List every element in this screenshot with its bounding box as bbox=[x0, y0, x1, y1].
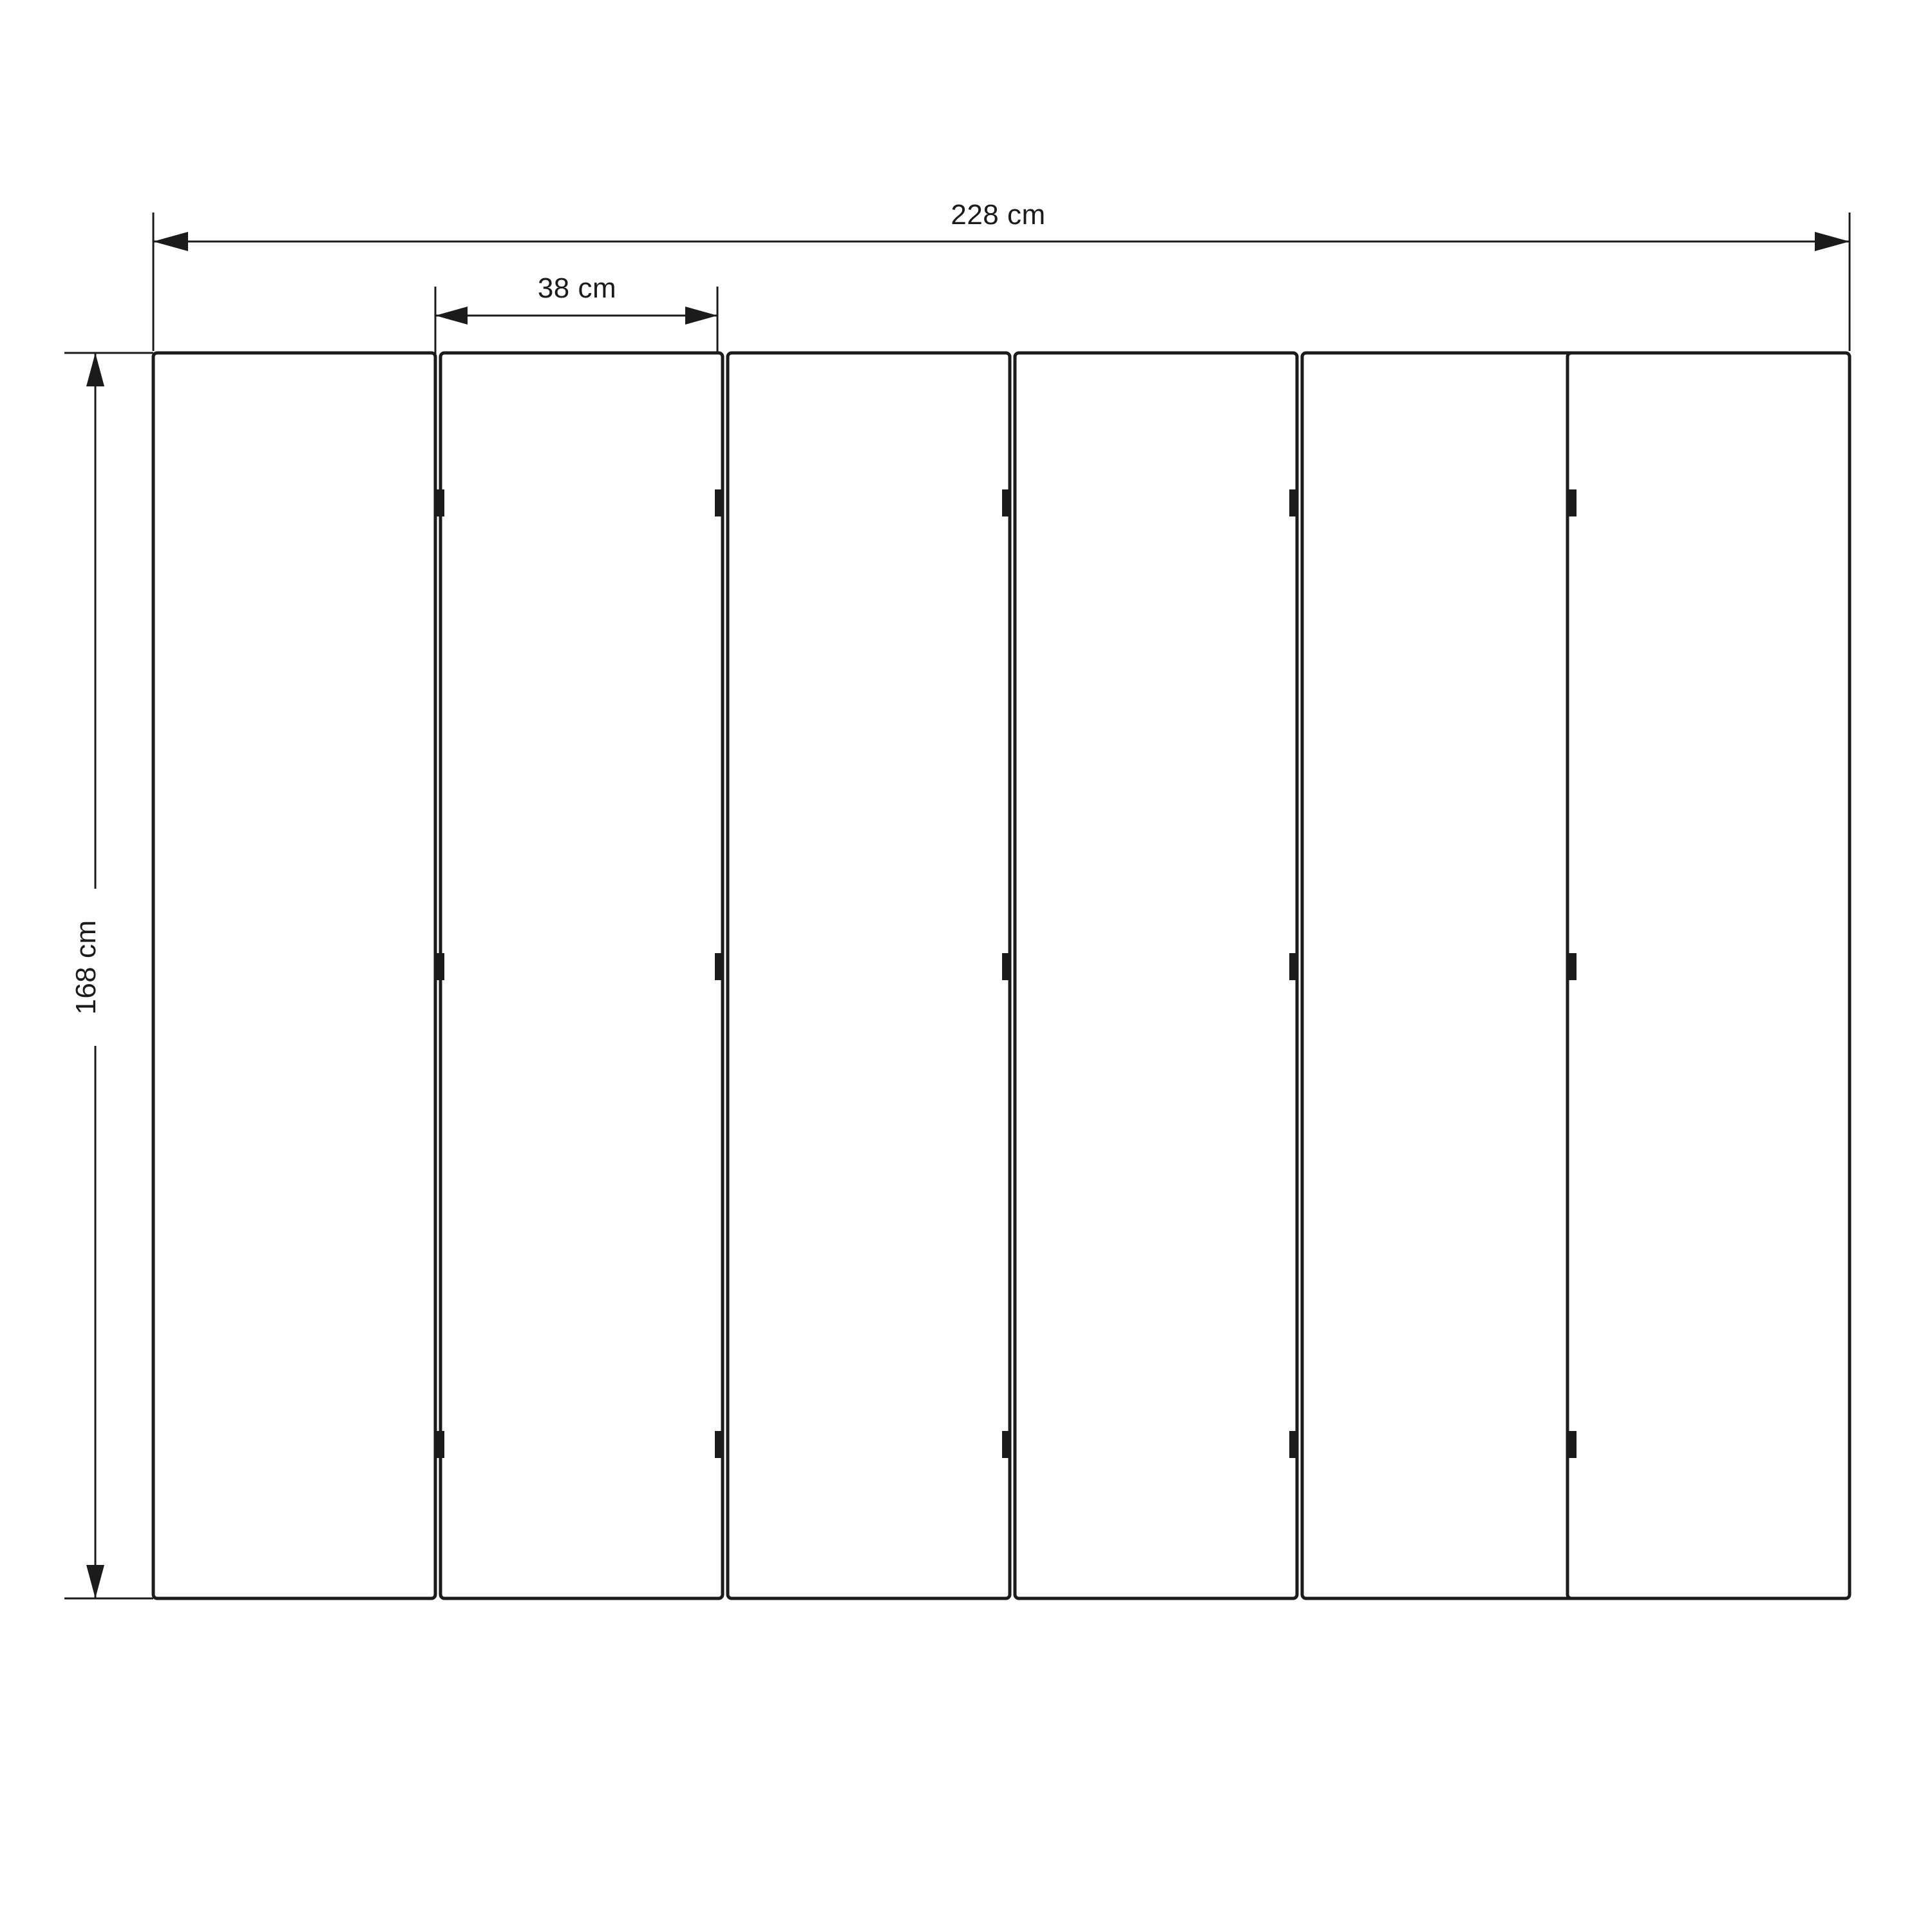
panel-width-arrow-right bbox=[685, 307, 717, 325]
hinge-icon bbox=[715, 489, 723, 516]
panel-width-dimension bbox=[435, 268, 717, 361]
hinge-icon bbox=[1289, 489, 1297, 516]
height-arrow-top bbox=[86, 353, 104, 386]
hinge-icon bbox=[437, 489, 444, 516]
height-dimension bbox=[64, 353, 153, 1598]
hinge-icon bbox=[715, 953, 723, 980]
hinge-icon bbox=[1002, 1431, 1010, 1458]
total-width-dimension bbox=[153, 193, 1850, 351]
hinge-icon bbox=[437, 953, 444, 980]
hinge-icon bbox=[715, 1431, 723, 1458]
hinge-icon bbox=[437, 1431, 444, 1458]
panel-1[interactable] bbox=[153, 353, 435, 1598]
total-width-arrow-right bbox=[1815, 232, 1850, 251]
hinge-icon bbox=[1289, 1431, 1297, 1458]
panel-5[interactable] bbox=[1302, 353, 1584, 1598]
total-width-arrow-left bbox=[153, 232, 188, 251]
panel-2[interactable] bbox=[440, 353, 723, 1598]
panel-width-arrow-left bbox=[435, 307, 468, 325]
panel-3[interactable] bbox=[728, 353, 1010, 1598]
hinge-icon bbox=[1289, 953, 1297, 980]
height-label: 168 cm bbox=[70, 920, 102, 1015]
panel-group bbox=[153, 353, 1850, 1598]
hinge-icon bbox=[1569, 1431, 1577, 1458]
panel-4[interactable] bbox=[1015, 353, 1297, 1598]
panel-6[interactable] bbox=[1567, 353, 1850, 1598]
height-arrow-bottom bbox=[86, 1565, 104, 1598]
hinge-icon bbox=[1569, 953, 1577, 980]
hinge-icon bbox=[1002, 953, 1010, 980]
total-width-label: 228 cm bbox=[951, 199, 1046, 231]
hinge-icon bbox=[1569, 489, 1577, 516]
panel-width-label: 38 cm bbox=[537, 272, 617, 304]
hinge-icon bbox=[1002, 489, 1010, 516]
